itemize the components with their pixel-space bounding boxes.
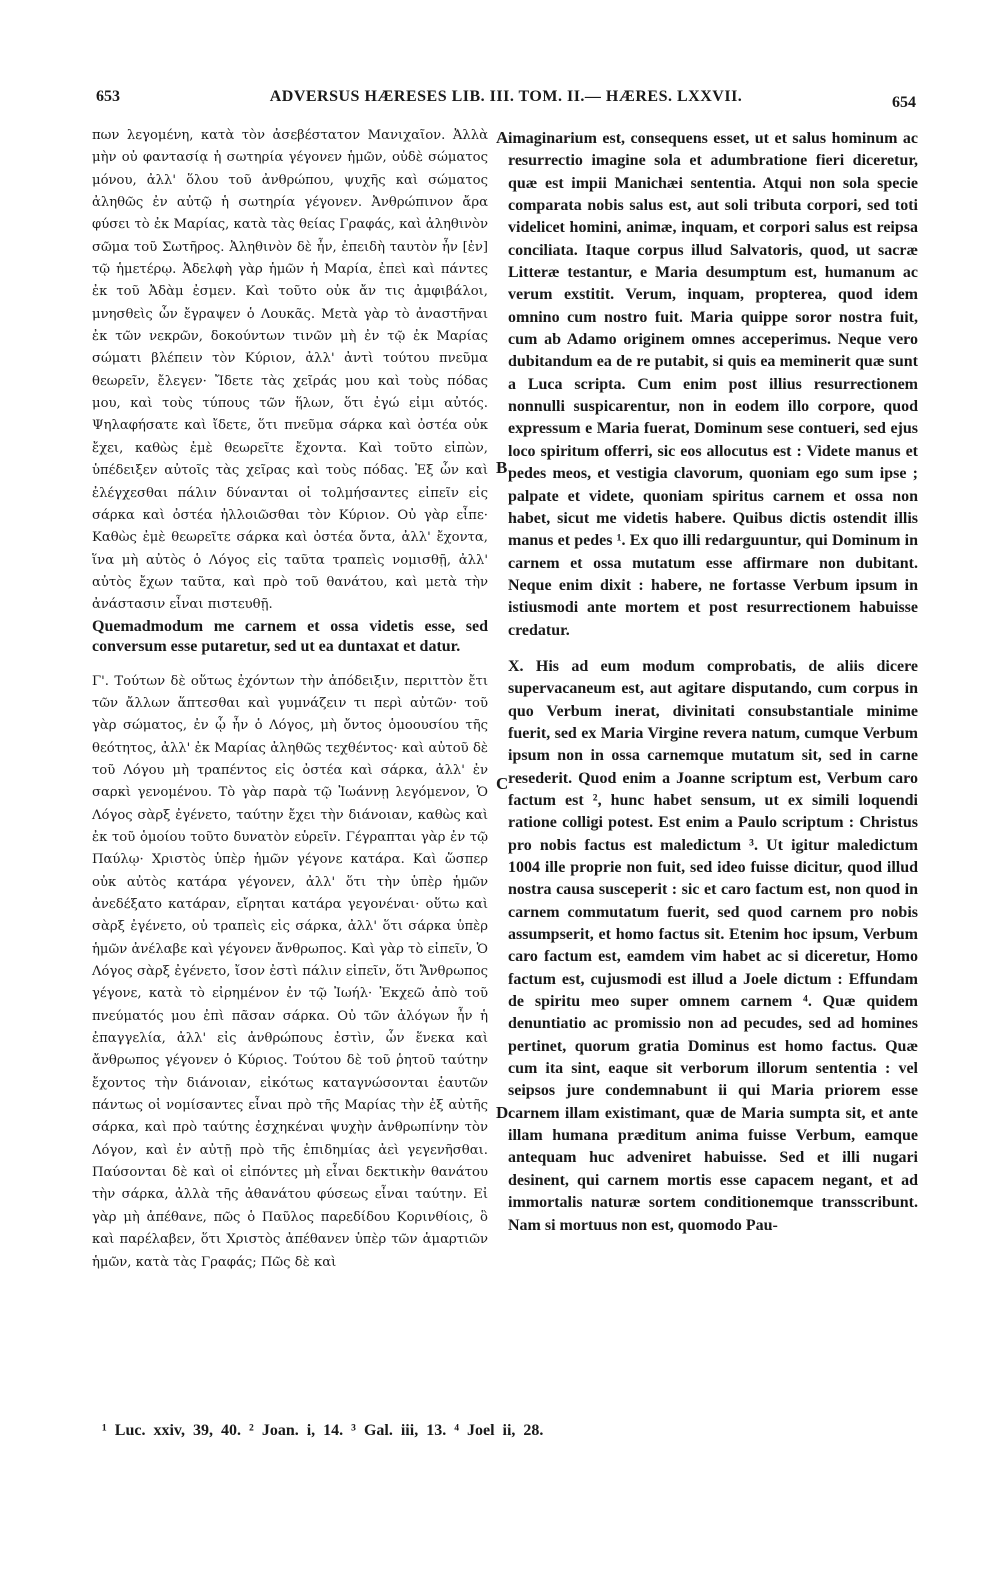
section-marker-a: A	[496, 128, 509, 147]
latin-column	[508, 128, 918, 1237]
running-title: ADVERSUS HÆRESES LIB. III. TOM. II.— HÆRES. LXXVII.	[269, 88, 743, 105]
greek-paragraph-2: Γ'. Τούτων δὲ οὕτως ἐχόντων τὴν ἀπόδειξιν, περιττὸν ἔτι τῶν ἄλλων ἅπτεσθαι καὶ γυμνάζειν τι περὶ αὐτῶν· τοῦ γὰρ σώματος, ἐν ᾧ ἦν ὁ Λόγος, μὴ ὄντος ὁμοουσίου τῆς θεότητος, ἀλλ' ἐκ Μαρίας ἀληθῶς τεχθέντος· καὶ αὐτοῦ δὲ τοῦ Λόγου μὴ τραπέντος εἰς ὀστέα καὶ σάρκα, ἀλλ' ἐν σαρκὶ γενομένου. Τὸ γὰρ παρὰ τῷ Ἰωάννῃ λεγόμενον, Ὁ Λόγος σὰρξ ἐγένετο, ταύτην ἔχει τὴν διάνοιαν, καθὼς καὶ ἐκ τοῦ ὁμοίου τοῦτο δυνατὸν εὑρεῖν. Γέγραπται γὰρ ἐν τῷ Παύλῳ· Χριστὸς ὑπὲρ ἡμῶν γέγονε κατάρα. Καὶ ὥσπερ οὐκ αὐτὸς κατάρα γέγονεν, ἀλλ' ὅτι τὴν ὑπὲρ ἡμῶν ἀνεδέξατο κατάραν, εἴρηται κατάρα γεγονέναι· οὕτω καὶ σὰρξ ἐγένετο, οὐ τραπεὶς εἰς σάρκα, ἀλλ' ὅτι σάρκα ὑπὲρ ἡμῶν ἀνέλαβε καὶ γέγονεν ἄνθρωπος. Καὶ γὰρ τὸ εἰπεῖν, Ὁ Λόγος σὰρξ ἐγένετο, ἴσον ἐστὶ πάλιν εἰπεῖν, ὅτι Ἄνθρωπος γέγονε, κατὰ τὸ εἰρημένον ἐν τῷ Ἰωήλ· Ἐκχεῶ ἀπὸ τοῦ πνεύματός μου ἐπὶ πᾶσαν σάρκα. Οὐ τῶν ἀλόγων ἦν ἡ ἐπαγγελία, ἀλλ' εἰς ἀνθρώπους ἐστὶν, ὧν ἕνεκα καὶ ἄνθρωπος γέγονεν ὁ Κύριος. Τούτου δὲ τοῦ ῥητοῦ ταύτην ἔχοντος τὴν διάνοιαν, εἰκότως καταγνώσονται ἑαυτῶν πάντως οἱ νομίσαντες εἶναι πρὸ τῆς Μαρίας τὴν ἐξ αὐτῆς σάρκα, καὶ πρὸ ταύτης ἐσχηκέναι ψυχὴν ἀνθρωπίνην τὸν Λόγον, καὶ ἐν αὐτῇ πρὸ τῆς ἐπιδημίας ἀεὶ γεγενῆσθαι. Παύσονται δὲ καὶ οἱ εἰπόντες μὴ εἶναι δεκτικὴν θανάτου τὴν σάρκα, ἀλλὰ τῆς ἀθανάτου φύσεως εἶναι ταύτην. Εἰ γὰρ μὴ ἀπέθανε, πῶς ὁ Παῦλος παρεδίδου Κορινθίοις, ὃ καὶ παρέλαβεν, ὅτι Χριστὸς ἀπέθανεν ὑπὲρ τῶν ἁμαρτιῶν ἡμῶν, κατὰ τὰς Γραφάς; Πῶς δὲ καὶ	[92, 673, 488, 1270]
greek-column	[92, 125, 488, 1274]
section-marker-c: C	[496, 774, 509, 793]
section-marker-d: D	[496, 1103, 509, 1122]
latin-paragraph-1: imaginarium est, consequens esset, ut et salus hominum ac resurrectio imagine sola et adumbratione fieri diceretur, quæ est impii Manichæi sententia. Atqui non sola specie comparata nobis salus est, aut soli tributa corpori, sed toti videlicet homini, animæ, inquam, et corpori salus est reipsa conciliata. Itaque corpus illud Salvatoris, quod, ut sacræ Litteræ testantur, e Maria desumptum est, humanum ac verum exstitit. Verum, inquam, propterea, quod idem omnino cum nostro fuit. Maria quippe soror nostra fuit, cum ab Adamo originem omnes acceperimus. Neque vero dubitandum ea de re putabit, si quis ea meminerit quæ sunt a Luca scripta. Cum enim post illius resurrectionem nonnulli suspicarentur, non in eodem illo corpore, quod expressum e Maria fuerat, Dominum sese contueri, sed ejus loco spiritum offerri, sic eos allocutus est : Videte manus et pedes meos, et vestigia clavorum, quoniam ego sum ipse ; palpate et videte, quoniam spiritus carnem et ossa non habet, sicut me videtis habere. Quibus dictis ostendit illis manus et pedes ¹. Ex quo illi redarguuntur, qui Dominum in carnem et ossa mutatum esse affirmare non dubitant. Neque enim dixit : habere, ne fortasse Verbum ipsum in istiusmodi ante mortem et post resurrectionem habuisse credatur.	[508, 130, 918, 639]
running-header	[96, 88, 916, 114]
page-number-left: 653	[96, 88, 120, 105]
footnotes: ¹ Luc. xxiv, 39, 40. ² Joan. i, 14. ³ Gal. iii, 13. ⁴ Joel ii, 28.	[102, 1422, 544, 1439]
section-marker-b: B	[496, 458, 508, 477]
page-number-right: 654	[892, 94, 916, 111]
latin-paragraph-2: X. His ad eum modum comprobatis, de aliis dicere supervacaneum est, aut agitare disputando, cum corpus in quo Verbum inerat, divinitati consubstantiale minime fuerit, sed ex Maria Virgine revera natum, cumque Verbum ipsum non in ossa carnemque mutatum sit, sed in carne resederit. Quod enim a Joanne scriptum est, Verbum caro factum est ², hunc habet sensum, ut ex simili loquendi ratione colligi potest. Est enim a Paulo scriptum : Christus pro nobis factus est maledictum ³. Ut igitur maledictum 1004 ille proprie non fuit, sed ideo fuisse dicitur, quod illud nostra causa susceperit : sic et caro factum est, non quod in carnem commutatum fuerit, sed quod carnem pro nobis assumpserit, et homo factus sit. Etenim hoc ipsum, Verbum caro factum est, eamdem vim habet ac si diceretur, Homo factum est, cujusmodi est illud a Joele dictum : Effundam de spiritu meo super omnem carnem ⁴. Quæ quidem denuntiatio ac promissio non ad pecudes, sed ad homines pertinet, quorum gratia Dominus est homo factus. Quæ cum ita sint, eaque sit verborum illorum sententia : vel seipsos jure condemnabunt ii qui Maria priorem esse carnem illam existimant, quæ de Maria sumpta sit, et ante illam humana præditum anima fuisse Verbum, eamque antequam huc adveniret habuisse. Sed et illi nugari desinent, qui carnem mortis esse capacem negant, et ad immortalis naturæ sortem conditionemque transscribunt. Nam si mortuus non est, quomodo Pau-	[508, 657, 918, 1234]
greek-paragraph-1: πων λεγομένη, κατὰ τὸν ἀσεβέστατον Μανιχαῖον. Ἀλλὰ μὴν οὐ φαντασίᾳ ἡ σωτηρία γέγονεν ἡμῶν, οὐδὲ σώματος μόνου, ἀλλ' ὅλου τοῦ ἀνθρώπου, ψυχῆς καὶ σώματος ἀληθῶς ἐν αὐτῷ ἡ σωτηρία γέγονεν. Ἀνθρώπινον ἄρα φύσει τὸ ἐκ Μαρίας, κατὰ τὰς θείας Γραφάς, καὶ ἀληθινὸν σῶμα τοῦ Σωτῆρος. Ἀληθινὸν δὲ ἦν, ἐπειδὴ ταυτὸν ἦν [ἐν] τῷ ἡμετέρῳ. Ἀδελφὴ γὰρ ἡμῶν ἡ Μαρία, ἐπεὶ καὶ πάντες ἐκ τοῦ Ἀδὰμ ἐσμεν. Καὶ τοῦτο οὐκ ἄν τις ἀμφιβάλοι, μνησθεὶς ὧν ἔγραψεν ὁ Λουκᾶς. Μετὰ γὰρ τὸ ἀναστῆναι ἐκ τῶν νεκρῶν, δοκούντων τινῶν μὴ ἐν τῷ ἐκ Μαρίας σώματι βλέπειν τὸν Κύριον, ἀλλ' ἀντὶ τούτου πνεῦμα θεωρεῖν, ἔλεγεν· Ἴδετε τὰς χεῖράς μου καὶ τοὺς πόδας μου, καὶ τοὺς τύπους τῶν ἥλων, ὅτι ἐγώ εἰμι αὐτός. Ψηλαφήσατε καὶ ἴδετε, ὅτι πνεῦμα σάρκα καὶ ὀστέα οὐκ ἔχει, καθὼς ἐμὲ θεωρεῖτε ἔχοντα. Καὶ τοῦτο εἰπὼν, ὑπέδειξεν αὐτοῖς τὰς χεῖρας καὶ τοὺς πόδας. Ἐξ ὧν καὶ ἐλέγχεσθαι πάλιν δύνανται οἱ τολμήσαντες εἰπεῖν εἰς σάρκα καὶ ὀστέα ἠλλοιῶσθαι τὸν Κύριον. Οὐ γὰρ εἶπε· Καθὼς ἐμὲ θεωρεῖτε σάρκα καὶ ὀστέα ὄντα, ἀλλ' ἔχοντα, ἵνα μὴ αὐτὸς ὁ Λόγος εἰς ταῦτα τραπεὶς νομισθῇ, ἀλλ' αὐτὸς ἔχων ταῦτα, καὶ πρὸ τοῦ θανάτου, καὶ μετὰ τὴν ἀνάστασιν εἶναι πιστευθῇ.	[92, 128, 488, 613]
latin-note-paragraph: Quemadmodum me carnem et ossa videtis esse, sed conversum esse putaretur, sed ut ea duntaxat et datur.	[92, 617, 488, 655]
